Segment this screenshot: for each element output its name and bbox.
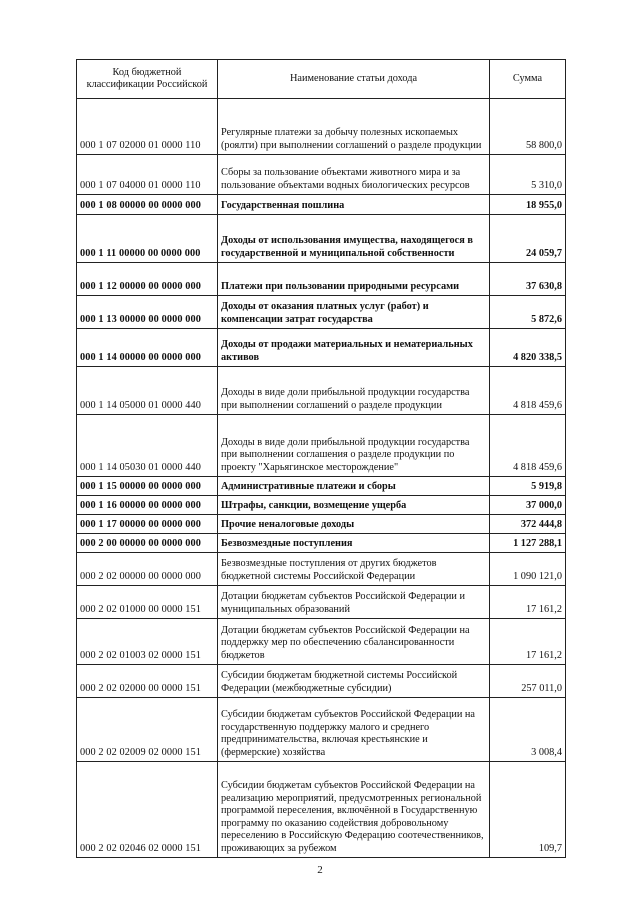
row-amount: 18 955,0 (490, 195, 566, 215)
row-amount: 37 630,8 (490, 263, 566, 296)
row-code: 000 1 14 05000 01 0000 440 (77, 367, 218, 415)
row-code: 000 2 00 00000 00 0000 000 (77, 534, 218, 553)
row-name: Дотации бюджетам субъектов Российской Федерации и муниципальных образований (218, 586, 490, 619)
header-code: Код бюджетной классификации Российской (77, 60, 218, 99)
revenue-table (76, 59, 566, 858)
row-name: Субсидии бюджетам субъектов Российской Федерации на реализацию мероприятий, предусмотренных региональной программой переселения, включённой в Государственную программу по оказанию содействия добровольному переселению в Российскую Федерацию соотечественников, проживающих за рубежом (218, 762, 490, 858)
table-row (77, 515, 566, 534)
row-name: Дотации бюджетам субъектов Российской Федерации на поддержку мер по обеспечению сбалансированности бюджетов (218, 619, 490, 665)
table-row (77, 665, 566, 698)
row-code: 000 1 07 02000 01 0000 110 (77, 99, 218, 155)
table-row (77, 496, 566, 515)
table-row (77, 553, 566, 586)
row-amount: 109,7 (490, 762, 566, 858)
table-row (77, 477, 566, 496)
page-number: 2 (317, 864, 323, 876)
table-row (77, 415, 566, 477)
table-row (77, 263, 566, 296)
table-row (77, 534, 566, 553)
table-row (77, 195, 566, 215)
row-name: Безвозмездные поступления (218, 534, 490, 553)
row-amount: 17 161,2 (490, 586, 566, 619)
row-code: 000 1 14 00000 00 0000 000 (77, 329, 218, 367)
row-name: Доходы от использования имущества, находящегося в государственной и муниципальной собственности (218, 215, 490, 263)
row-code: 000 1 11 00000 00 0000 000 (77, 215, 218, 263)
table-row (77, 329, 566, 367)
row-code: 000 1 16 00000 00 0000 000 (77, 496, 218, 515)
row-name: Платежи при пользовании природными ресурсами (218, 263, 490, 296)
row-name: Безвозмездные поступления от других бюджетов бюджетной системы Российской Федерации (218, 553, 490, 586)
row-code: 000 1 15 00000 00 0000 000 (77, 477, 218, 496)
header-name: Наименование статьи дохода (218, 60, 490, 99)
table-row (77, 215, 566, 263)
row-code: 000 2 02 02000 00 0000 151 (77, 665, 218, 698)
row-name: Субсидии бюджетам субъектов Российской Федерации на государственную поддержку малого и среднего предпринимательства, включая крестьянские и (фермерские) хозяйства (218, 698, 490, 762)
row-code: 000 1 07 04000 01 0000 110 (77, 155, 218, 195)
row-amount: 3 008,4 (490, 698, 566, 762)
row-code: 000 1 17 00000 00 0000 000 (77, 515, 218, 534)
table-header-row (77, 60, 566, 99)
header-amount: Сумма (490, 60, 566, 99)
row-amount: 4 818 459,6 (490, 415, 566, 477)
table-row (77, 698, 566, 762)
row-name: Сборы за пользование объектами животного мира и за пользование объектами водных биологических ресурсов (218, 155, 490, 195)
row-amount: 17 161,2 (490, 619, 566, 665)
row-amount: 4 818 459,6 (490, 367, 566, 415)
table-row (77, 619, 566, 665)
row-amount: 4 820 338,5 (490, 329, 566, 367)
row-amount: 257 011,0 (490, 665, 566, 698)
table-row (77, 155, 566, 195)
row-name: Штрафы, санкции, возмещение ущерба (218, 496, 490, 515)
row-amount: 5 872,6 (490, 296, 566, 329)
row-name: Доходы в виде доли прибыльной продукции государства при выполнении соглашения о разделе продукции по проекту "Харьягинское месторождение" (218, 415, 490, 477)
row-name: Доходы от продажи материальных и нематериальных активов (218, 329, 490, 367)
row-code: 000 2 02 01000 00 0000 151 (77, 586, 218, 619)
row-amount: 5 919,8 (490, 477, 566, 496)
table-row (77, 586, 566, 619)
row-name: Доходы в виде доли прибыльной продукции государства при выполнении соглашений о разделе продукции (218, 367, 490, 415)
row-name: Государственная пошлина (218, 195, 490, 215)
row-code: 000 1 08 00000 00 0000 000 (77, 195, 218, 215)
row-amount: 37 000,0 (490, 496, 566, 515)
row-amount: 372 444,8 (490, 515, 566, 534)
table-row (77, 762, 566, 858)
row-amount: 5 310,0 (490, 155, 566, 195)
row-name: Административные платежи и сборы (218, 477, 490, 496)
table-row (77, 99, 566, 155)
row-name: Субсидии бюджетам бюджетной системы Российской Федерации (межбюджетные субсидии) (218, 665, 490, 698)
table-row (77, 367, 566, 415)
row-name: Регулярные платежи за добычу полезных ископаемых (роялти) при выполнении соглашений о разделе продукции (218, 99, 490, 155)
row-code: 000 2 02 02009 02 0000 151 (77, 698, 218, 762)
row-code: 000 2 02 01003 02 0000 151 (77, 619, 218, 665)
row-amount: 24 059,7 (490, 215, 566, 263)
row-code: 000 1 13 00000 00 0000 000 (77, 296, 218, 329)
row-amount: 58 800,0 (490, 99, 566, 155)
table-row (77, 296, 566, 329)
row-code: 000 1 14 05030 01 0000 440 (77, 415, 218, 477)
row-amount: 1 127 288,1 (490, 534, 566, 553)
row-code: 000 1 12 00000 00 0000 000 (77, 263, 218, 296)
row-name: Прочие неналоговые доходы (218, 515, 490, 534)
row-amount: 1 090 121,0 (490, 553, 566, 586)
row-code: 000 2 02 02046 02 0000 151 (77, 762, 218, 858)
row-code: 000 2 02 00000 00 0000 000 (77, 553, 218, 586)
row-name: Доходы от оказания платных услуг (работ) и компенсации затрат государства (218, 296, 490, 329)
